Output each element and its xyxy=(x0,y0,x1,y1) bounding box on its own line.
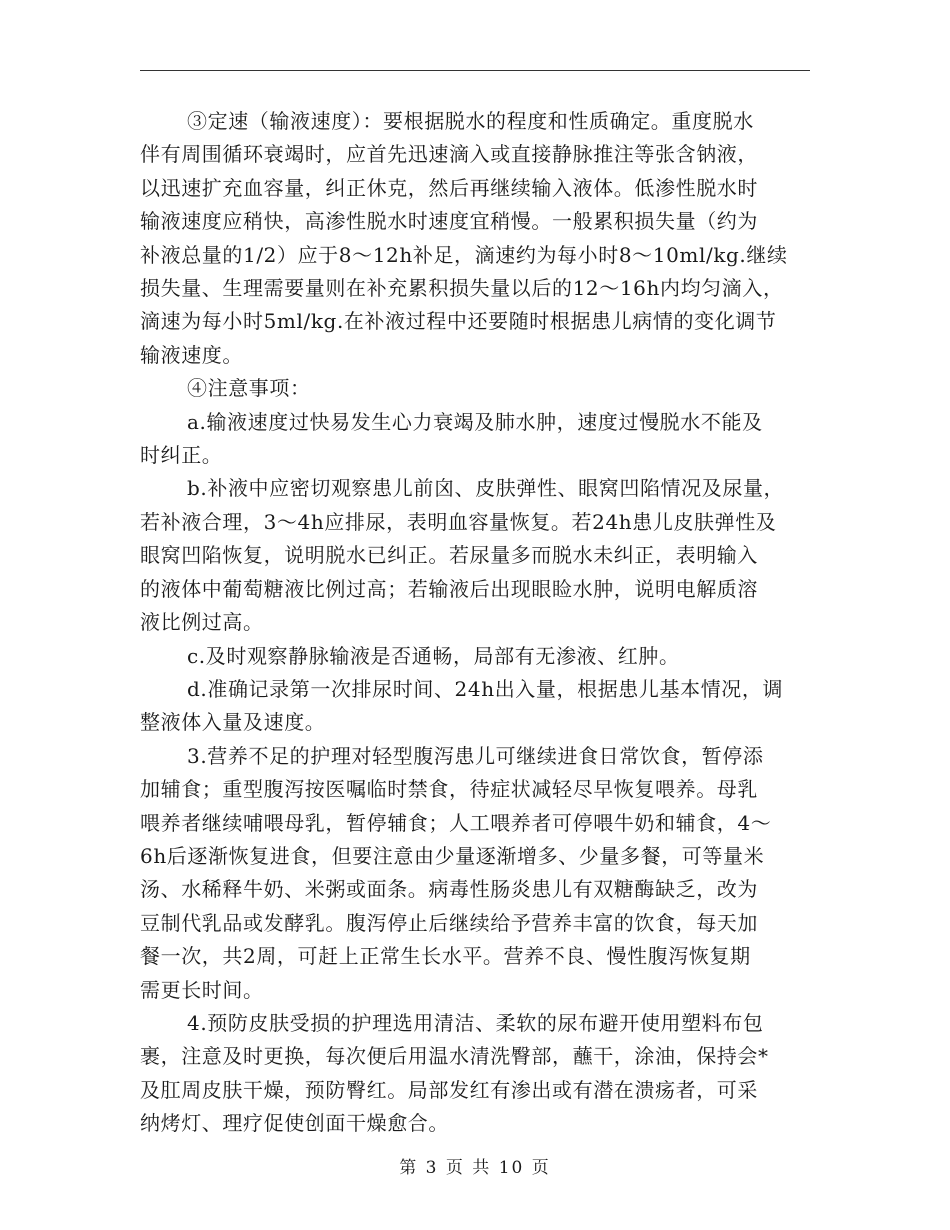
paragraph-infusion-speed xyxy=(140,105,810,372)
text-line: 纳烤灯、理疗促使创面干燥愈合。 xyxy=(140,1111,449,1136)
text-line: c.及时观察静脉输液是否通畅，局部有无渗液、红肿。 xyxy=(187,643,680,668)
text-line: 伴有周围循环衰竭时，应首先迅速滴入或直接静脉推注等张含钠液， xyxy=(140,142,758,167)
paragraph-precaution-b xyxy=(140,472,810,639)
paragraph-precautions-heading xyxy=(140,372,810,405)
text-line: 及肛周皮肤干燥，预防臀红。局部发红有渗出或有潜在溃疡者，可采 xyxy=(140,1077,758,1102)
text-line: d.准确记录第一次排尿时间、24h出入量，根据患儿基本情况，调 xyxy=(187,676,784,701)
text-line: 餐一次，共2周，可赶上正常生长水平。营养不良、慢性腹泻恢复期 xyxy=(140,944,751,969)
text-line: 汤、水稀释牛奶、米粥或面条。病毒性肠炎患儿有双糖酶缺乏，改为 xyxy=(140,877,758,902)
text-line: 时纠正。 xyxy=(140,443,223,468)
text-line: 3.营养不足的护理对轻型腹泻患儿可继续进食日常饮食，暂停添 xyxy=(187,743,764,768)
text-line: 补液总量的1/2）应于8～12h补足，滴速约为每小时8～10ml/kg.继续 xyxy=(140,242,788,267)
text-line: 滴速为每小时5ml/kg.在补液过程中还要随时根据患儿病情的变化调节 xyxy=(140,309,777,334)
text-line: ④注意事项： xyxy=(187,376,311,401)
document-body xyxy=(140,105,810,1141)
text-line: b.补液中应密切观察患儿前囟、皮肤弹性、眼窝凹陷情况及尿量， xyxy=(187,476,785,501)
text-line: 加辅食；重型腹泻按医嘱临时禁食，待症状减轻尽早恢复喂养。母乳 xyxy=(140,777,758,802)
text-line: 需更长时间。 xyxy=(140,977,264,1002)
header-rule xyxy=(140,70,810,71)
text-line: 豆制代乳品或发酵乳。腹泻停止后继续给予营养丰富的饮食，每天加 xyxy=(140,910,758,935)
text-line: 6h后逐渐恢复进食，但要注意由少量逐渐增多、少量多餐，可等量米 xyxy=(140,843,765,868)
text-line: 损失量、生理需要量则在补充累积损失量以后的12～16h内均匀滴入， xyxy=(140,276,784,301)
text-line: 的液体中葡萄糖液比例过高；若输液后出现眼睑水肿，说明电解质溶 xyxy=(140,576,758,601)
paragraph-skin-care xyxy=(140,1007,810,1141)
paragraph-precaution-a xyxy=(140,406,810,473)
text-line: 若补液合理，3～4h应排尿，表明血容量恢复。若24h患儿皮肤弹性及 xyxy=(140,509,777,534)
paragraph-precaution-d xyxy=(140,673,810,740)
text-line: 喂养者继续哺喂母乳，暂停辅食；人工喂养者可停喂牛奶和辅食，4～ xyxy=(140,810,772,835)
page-number: 第 3 页 共 10 页 xyxy=(399,1158,551,1178)
text-line: 以迅速扩充血容量，纠正休克，然后再继续输入液体。低渗性脱水时 xyxy=(140,175,758,200)
text-line: ③定速（输液速度）：要根据脱水的程度和性质确定。重度脱水 xyxy=(187,109,754,133)
text-line: a.输液速度过快易发生心力衰竭及肺水肿，速度过慢脱水不能及 xyxy=(187,409,763,434)
text-line: 输液速度。 xyxy=(140,342,243,367)
paragraph-nutrition-care xyxy=(140,740,810,1007)
text-line: 输液速度应稍快，高渗性脱水时速度宜稍慢。一般累积损失量（约为 xyxy=(140,209,758,234)
text-line: 裹，注意及时更换，每次便后用温水清洗臀部，蘸干，涂油，保持会* xyxy=(140,1044,769,1069)
text-line: 液比例过高。 xyxy=(140,610,264,635)
text-line: 4.预防皮肤受损的护理选用清洁、柔软的尿布避开使用塑料布包 xyxy=(187,1010,764,1035)
text-line: 整液体入量及速度。 xyxy=(140,710,326,735)
paragraph-precaution-c xyxy=(140,640,810,673)
text-line: 眼窝凹陷恢复，说明脱水已纠正。若尿量多而脱水未纠正，表明输入 xyxy=(140,543,758,568)
